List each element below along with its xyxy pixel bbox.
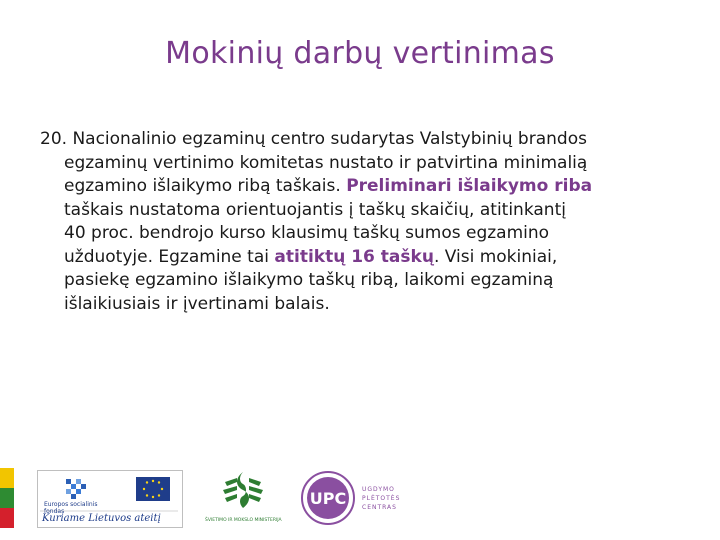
paragraph-text: taškais nustatoma orientuojantis į taškų skaičių, atitinkantį <box>64 199 566 220</box>
paragraph-line <box>40 128 680 152</box>
upc-logo-icon <box>298 470 358 526</box>
slide-title: Mokinių darbų vertinimas <box>165 36 555 71</box>
stripe-green <box>0 488 14 508</box>
eu-logo-text: Europos socialinis fondas <box>44 501 98 515</box>
highlighted-text: atitiktų 16 taškų <box>274 246 434 267</box>
paragraph-text: pasiekę egzamino išlaikymo taškų ribą, laikomi egzaminą <box>64 270 554 290</box>
paragraph-text: užduotyje. Egzamine tai <box>64 246 275 267</box>
paragraph-line <box>40 269 680 293</box>
upc-logo-line: CENTRAS <box>362 504 397 511</box>
paragraph-text: . Visi mokiniai, <box>433 246 558 267</box>
paragraph-text: egzaminų vertinimo komitetas nustato ir patvirtina minimalią <box>64 152 588 173</box>
eu-slogan: Kuriame Lietuvos ateitį <box>42 513 161 524</box>
upc-logo-line: UGDYMO <box>362 486 395 493</box>
ministry-logo-caption: ŠVIETIMO IR MOKSLO MINISTERIJA <box>205 518 282 523</box>
paragraph-line <box>40 293 680 317</box>
upc-logo-line: PLĖTOTĖS <box>362 495 401 502</box>
highlighted-text: Preliminari išlaikymo riba <box>346 176 593 196</box>
stripe-red <box>0 508 14 528</box>
paragraph-text: egzamino išlaikymo ribą taškais. <box>64 176 347 196</box>
paragraph-text: 20. Nacionalinio egzaminų centro sudarytas Valstybinių brandos <box>40 129 587 149</box>
body-paragraph <box>40 128 680 316</box>
stripe-yellow <box>0 468 14 488</box>
esf-mark-icon <box>66 479 86 499</box>
paragraph-text: 40 proc. bendrojo kurso klausimų taškų sumos egzamino <box>64 223 550 243</box>
upc-logo-letters: UPC <box>309 489 347 508</box>
eu-funds-logo <box>37 470 183 528</box>
eu-flag-icon <box>136 477 170 501</box>
paragraph-line <box>40 246 680 270</box>
upc-logo-text <box>362 485 400 512</box>
paragraph-line <box>40 152 680 176</box>
paragraph-line <box>40 175 680 199</box>
ministry-logo-icon <box>205 468 281 518</box>
paragraph-line <box>40 199 680 223</box>
paragraph-line <box>40 222 680 246</box>
paragraph-text: išlaikiusiais ir įvertinami balais. <box>64 293 330 314</box>
